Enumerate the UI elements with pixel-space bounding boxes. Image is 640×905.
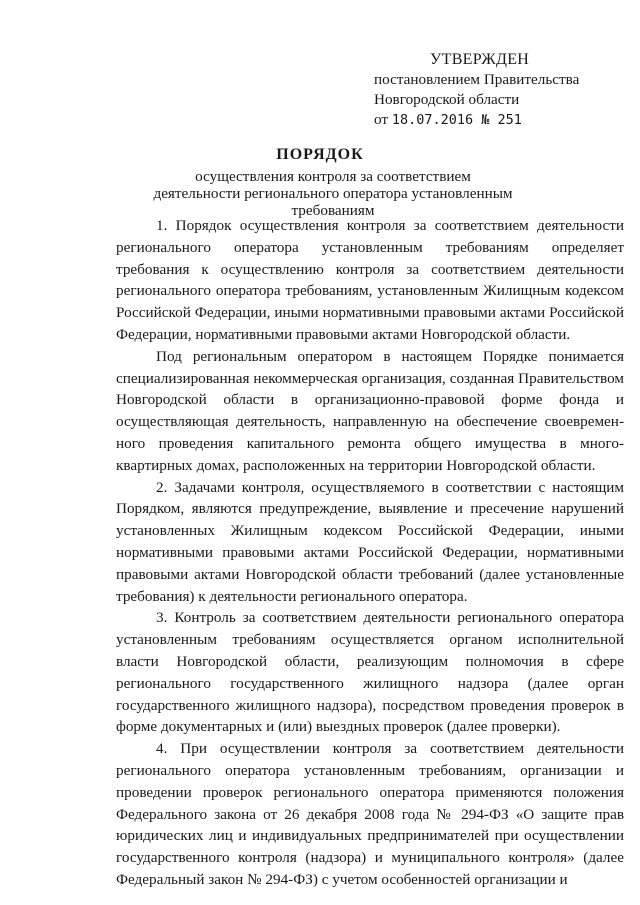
document-subtitle: осуществления контроля за соответствием деятельности регионального оператора установленным требованиям (153, 168, 513, 219)
approval-stamp (374, 50, 624, 130)
approval-date-prefix: от (374, 111, 389, 128)
paragraph-2: 2. Задачами контроля, осуществляемого в соответствии с настоящим Порядком, являются предупреждение, выявление и пресечение нарушений установленных Жилищным кодексом Российской Федерации, иными нормативными правовыми актами Российской Федерации, нормативными правовыми актами Новгородской области требований (далее установленные требования) к деятельности регионального оператора. (116, 478, 624, 605)
paragraph-1: 1. Порядок осуществления контроля за соответствием деятельности регионального оператора установленным требованиям определяет требования к осуществлению контроля за соответствием деятельности регионального оператора требованиям, установленным Жилищным кодексом Российской Федерации, иными нормативными правовыми актами Российской Федерации, нормативными правовыми актами Новгородской области. (116, 217, 624, 343)
approval-line-1: постановлением Правительства (374, 71, 580, 88)
document-title: ПОРЯДОК (276, 146, 364, 163)
paragraph-3: 3. Контроль за соответствием деятельности регионального оператора установленным требованиям осуществляется органом исполнительной власти Новгородской области, реализующим полномочия в сфере регионального государственного жилищного надзора (далее орган государственного жилищного надзора), посредством проведения проверок в форме документарных и (или) выездных проверок (далее проверки). (116, 609, 624, 736)
approval-date (374, 110, 624, 130)
paragraph-1-note: Под региональным оператором в настоящем Порядке понимается специализированная некоммерческая организация, созданная Правительством Новгородской области в организационно-правовой форме фонда и осуществляющая деятельность, направленную на обеспечение своевременного проведения капитального ремонта общего имущества в многоквартирных домах, расположенных на территории Новгородской области. (116, 347, 624, 474)
paragraph-4: 4. При осуществлении контроля за соответствием деятельности регионального оператора установленным требованиям, организации и проведении проверок регионального оператора применяются положения Федерального закона от 26 декабря 2008 года № 294-ФЗ «О защите прав юридических лиц и индивидуальных предпринимателей при осуществлении государственного контроля (надзора) и муниципального контроля» (далее Федеральный закон № 294-ФЗ) с учетом особенностей организации и (116, 740, 624, 888)
approval-date-value: 18.07.2016 № 251 (391, 112, 522, 128)
document-body (116, 215, 624, 891)
approval-line-2: Новгородской области (374, 91, 520, 108)
approval-title: УТВЕРЖДЕН (430, 51, 530, 68)
